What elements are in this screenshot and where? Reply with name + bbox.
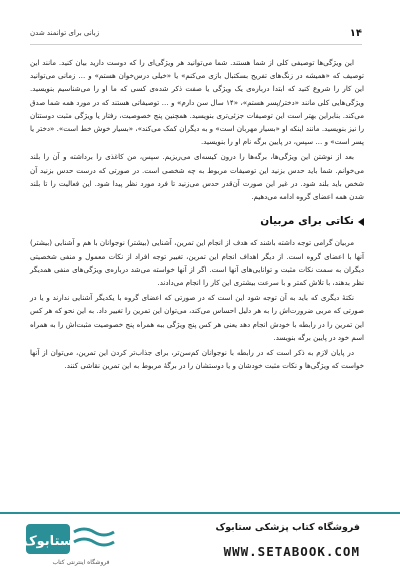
- running-title: زبانی برای توانمند شدن: [30, 29, 100, 37]
- page-body: [30, 56, 364, 374]
- paragraph: در پایان لازم به ذکر است که در رابطه با نوجوانان کم‌سن‌تر، برای جذاب‌تر کردن این تمرین، می‌توان از آنها خواست که ویژگی‌ها و نکات مثبت خودشان و یا دوستشان را در برگۀ مربوط به این تمرین نقاشی کنند.: [30, 348, 364, 371]
- section-heading-text: نکاتی برای مربیان: [260, 215, 354, 228]
- paragraph: بعد از نوشتن این ویژگی‌ها، برگه‌ها را درون کیسه‌ای می‌ریزیم. سپس، من کاغذی را برداشته و آن را بلند می‌خوانم. شما باید حدس بزنید این توصیفات مربوط به چه شخصی است. در صورتی که درست حدس بزنید آن شخص باید بلند شود. در غیر این صورت آن‌قدر حدس می‌زنید تا فرد مورد نظر پیدا شود. این فعالیت را تا بلند شدن همه اعضای گروه ادامه می‌دهیم.: [30, 152, 364, 202]
- setabook-logo-icon: [26, 520, 136, 568]
- paragraph: نکتۀ دیگری که باید به آن توجه شود این است که در صورتی که اعضای گروه با یکدیگر آشنایی ندارند و یا در صورتی که مربی ضرورت‌اش را به هر دلیل احساس می‌کند، می‌توان این تمرین را تغییر داد. به این نحو که هر کس این تمرین را در رابطه با خودش انجام دهد یعنی هر کس پنج ویژگی ببه همراه پنج خصوصیت مثبت‌اش را به همراه اسم خود در پایین برگه بنویسد.: [30, 293, 364, 342]
- page-number: ۱۴: [349, 27, 362, 39]
- page-header: [30, 26, 362, 40]
- logo-subtext: فروشگاه اینترنتی کتاب: [52, 559, 110, 566]
- logo-text: ستابوک: [26, 534, 73, 549]
- store-footer: [0, 512, 400, 576]
- store-name: فروشگاه کتاب پزشکی ستابوک: [215, 522, 360, 533]
- footer-divider: [0, 512, 400, 514]
- triangle-bullet-icon: [358, 218, 364, 226]
- paragraph: این ویژگی‌ها توصیفی کلی از شما هستند. شما می‌توانید هر ویژگی‌ای را که دوست دارید بیان کنید. مانند این توصیف که «همیشه در زنگ‌های تفریح بسکتبال بازی می‌کنم» یا «خیلی درس‌خوان هستم» و … زمانی می‌توانید این کار را شروع کنید که ابتدا درباره‌ی یک ویژگی یا صفت ذکر شده‌ی کسی که ما او را می‌شناسیم بنویسید. ویژگی‌هایی کلی مانند «دختر/پسر هستم»، «۱۴ سال سن دارم» و … توصیفاتی هستند که در مورد همه شما صدق می‌کند. بنابراین بهتر است این توصیفات جزئی‌تری بنویسید. همچنین پنج خصوصیت، رفتار یا ویژگی مثبت دوستتان را نیز بنویسید. مانند اینکه او «بسیار مهربان است» و به دیگران کمک می‌کند»، «بسیار خوش خط است». «دختر یا پسر است» و … سپس، در پایین برگه نام او را بنویسید.: [30, 58, 364, 147]
- paragraph: مربیان گرامی توجه داشته باشند که هدف از انجام این تمرین، آشنایی (بیشتر) نوجوانان با هم و آشنایی (بیشتر) آنها با اعضای گروه است. از دیگر اهداف انجام این تمرین، تغییر توجه افراد از نکات معمول و منفی شخصیتی دیگران به سمت نکات مثبت و توانایی‌های آنها است. اگر از آنها خواسته می‌شد درباره‌ی ویژگی‌های منفی همدیگر نظر بدهند، با تلاش کمتر و با سرعت بیشتری این کار را انجام می‌دادند.: [30, 238, 364, 288]
- section-heading: [30, 215, 364, 228]
- header-divider: [30, 44, 362, 45]
- store-url-link[interactable]: WWW.SETABOOK.COM: [223, 544, 360, 559]
